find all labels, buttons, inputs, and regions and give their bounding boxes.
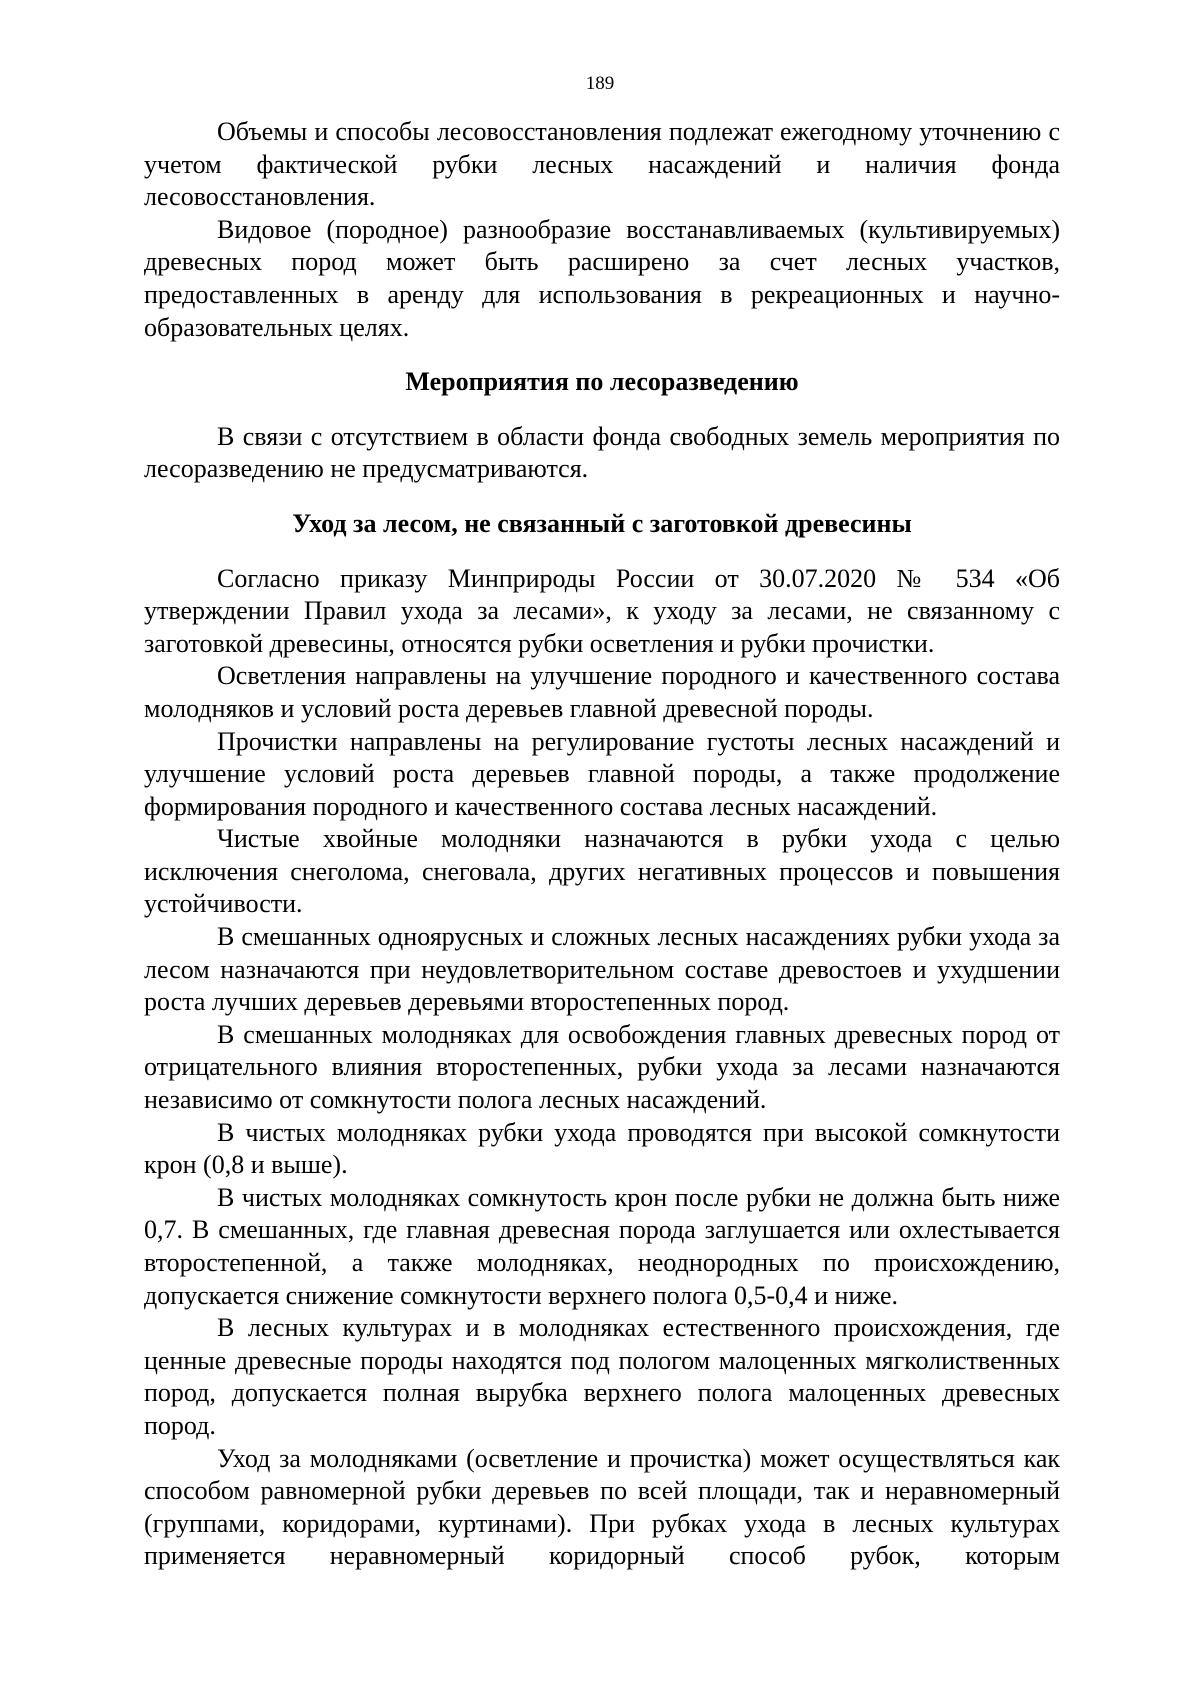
paragraph: В лесных культурах и в молодняках естественного происхождения, где ценные древесные породы находятся под пологом малоценных мягколиственных пород, допускается полная вырубка верхнего полога малоценных древесных пород. [144,1313,1060,1440]
section-heading: Уход за лесом, не связанный с заготовкой древесины [292,508,912,538]
page-number: 189 [585,73,615,94]
paragraph: В связи с отсутствием в области фонда свободных земель мероприятия по лесоразведению не предусматриваются. [144,421,1060,484]
paragraph: Уход за молодняками (осветление и прочистка) может осуществляться как способом равномерной рубки деревьев по всей площади, так и неравномерный (группами, коридорами, куртинами). При рубках ухода в лесных культурах применяется неравномерный коридорный способ рубок, которым [144,1443,1060,1571]
paragraph: Чистые хвойные молодняки назначаются в рубки ухода с целью исключения снеголома, снеговала, других негативных процессов и повышения устойчивости. [144,824,1060,919]
paragraph: В чистых молодняках рубки ухода проводятся при высокой сомкнутости крон (0,8 и выше). [144,1117,1060,1180]
paragraph: Объемы и способы лесовосстановления подлежат ежегодному уточнению с учетом фактической рубки лесных насаждений и наличия фонда лесовосстановления. [144,117,1060,212]
paragraph: Видовое (породное) разнообразие восстанавливаемых (культивируемых) древесных пород может быть расширено за счет лесных участков, предоставленных в аренду для использования в рекреационных и научно-образовательных целях. [144,214,1060,342]
paragraph: В смешанных одноярусных и сложных лесных насаждениях рубки ухода за лесом назначаются при неудовлетворительном составе древостоев и ухудшении роста лучших деревьев деревьями второстепенных пород. [144,922,1060,1017]
paragraph: Прочистки направлены на регулирование густоты лесных насаждений и улучшение условий роста деревьев главной породы, а также продолжение формирования породного и качественного состава лесных насаждений. [144,726,1060,821]
paragraph: В чистых молодняках сомкнутость крон после рубки не должна быть ниже 0,7. В смешанных, где главная древесная порода заглушается или охлестывается второстепенной, а также молодняках, неоднородных по происхождению, допускается снижение сомкнутости верхнего полога 0,5-0,4 и ниже. [144,1182,1060,1310]
page-content [144,116,1060,1573]
paragraph: Осветления направлены на улучшение породного и качественного состава молодняков и условий роста деревьев главной древесной породы. [144,661,1060,723]
section-heading: Мероприятия по лесоразведению [405,367,799,397]
paragraph: Согласно приказу Минприроды России от 30.07.2020 № 534 «Об утверждении Правил ухода за лесами», к уходу за лесами, не связанному с заготовкой древесины, относятся рубки осветления и рубки прочистки. [144,563,1060,658]
paragraph: В смешанных молодняках для освобождения главных древесных пород от отрицательного влияния второстепенных, рубки ухода за лесами назначаются независимо от сомкнутости полога лесных насаждений. [144,1019,1060,1115]
